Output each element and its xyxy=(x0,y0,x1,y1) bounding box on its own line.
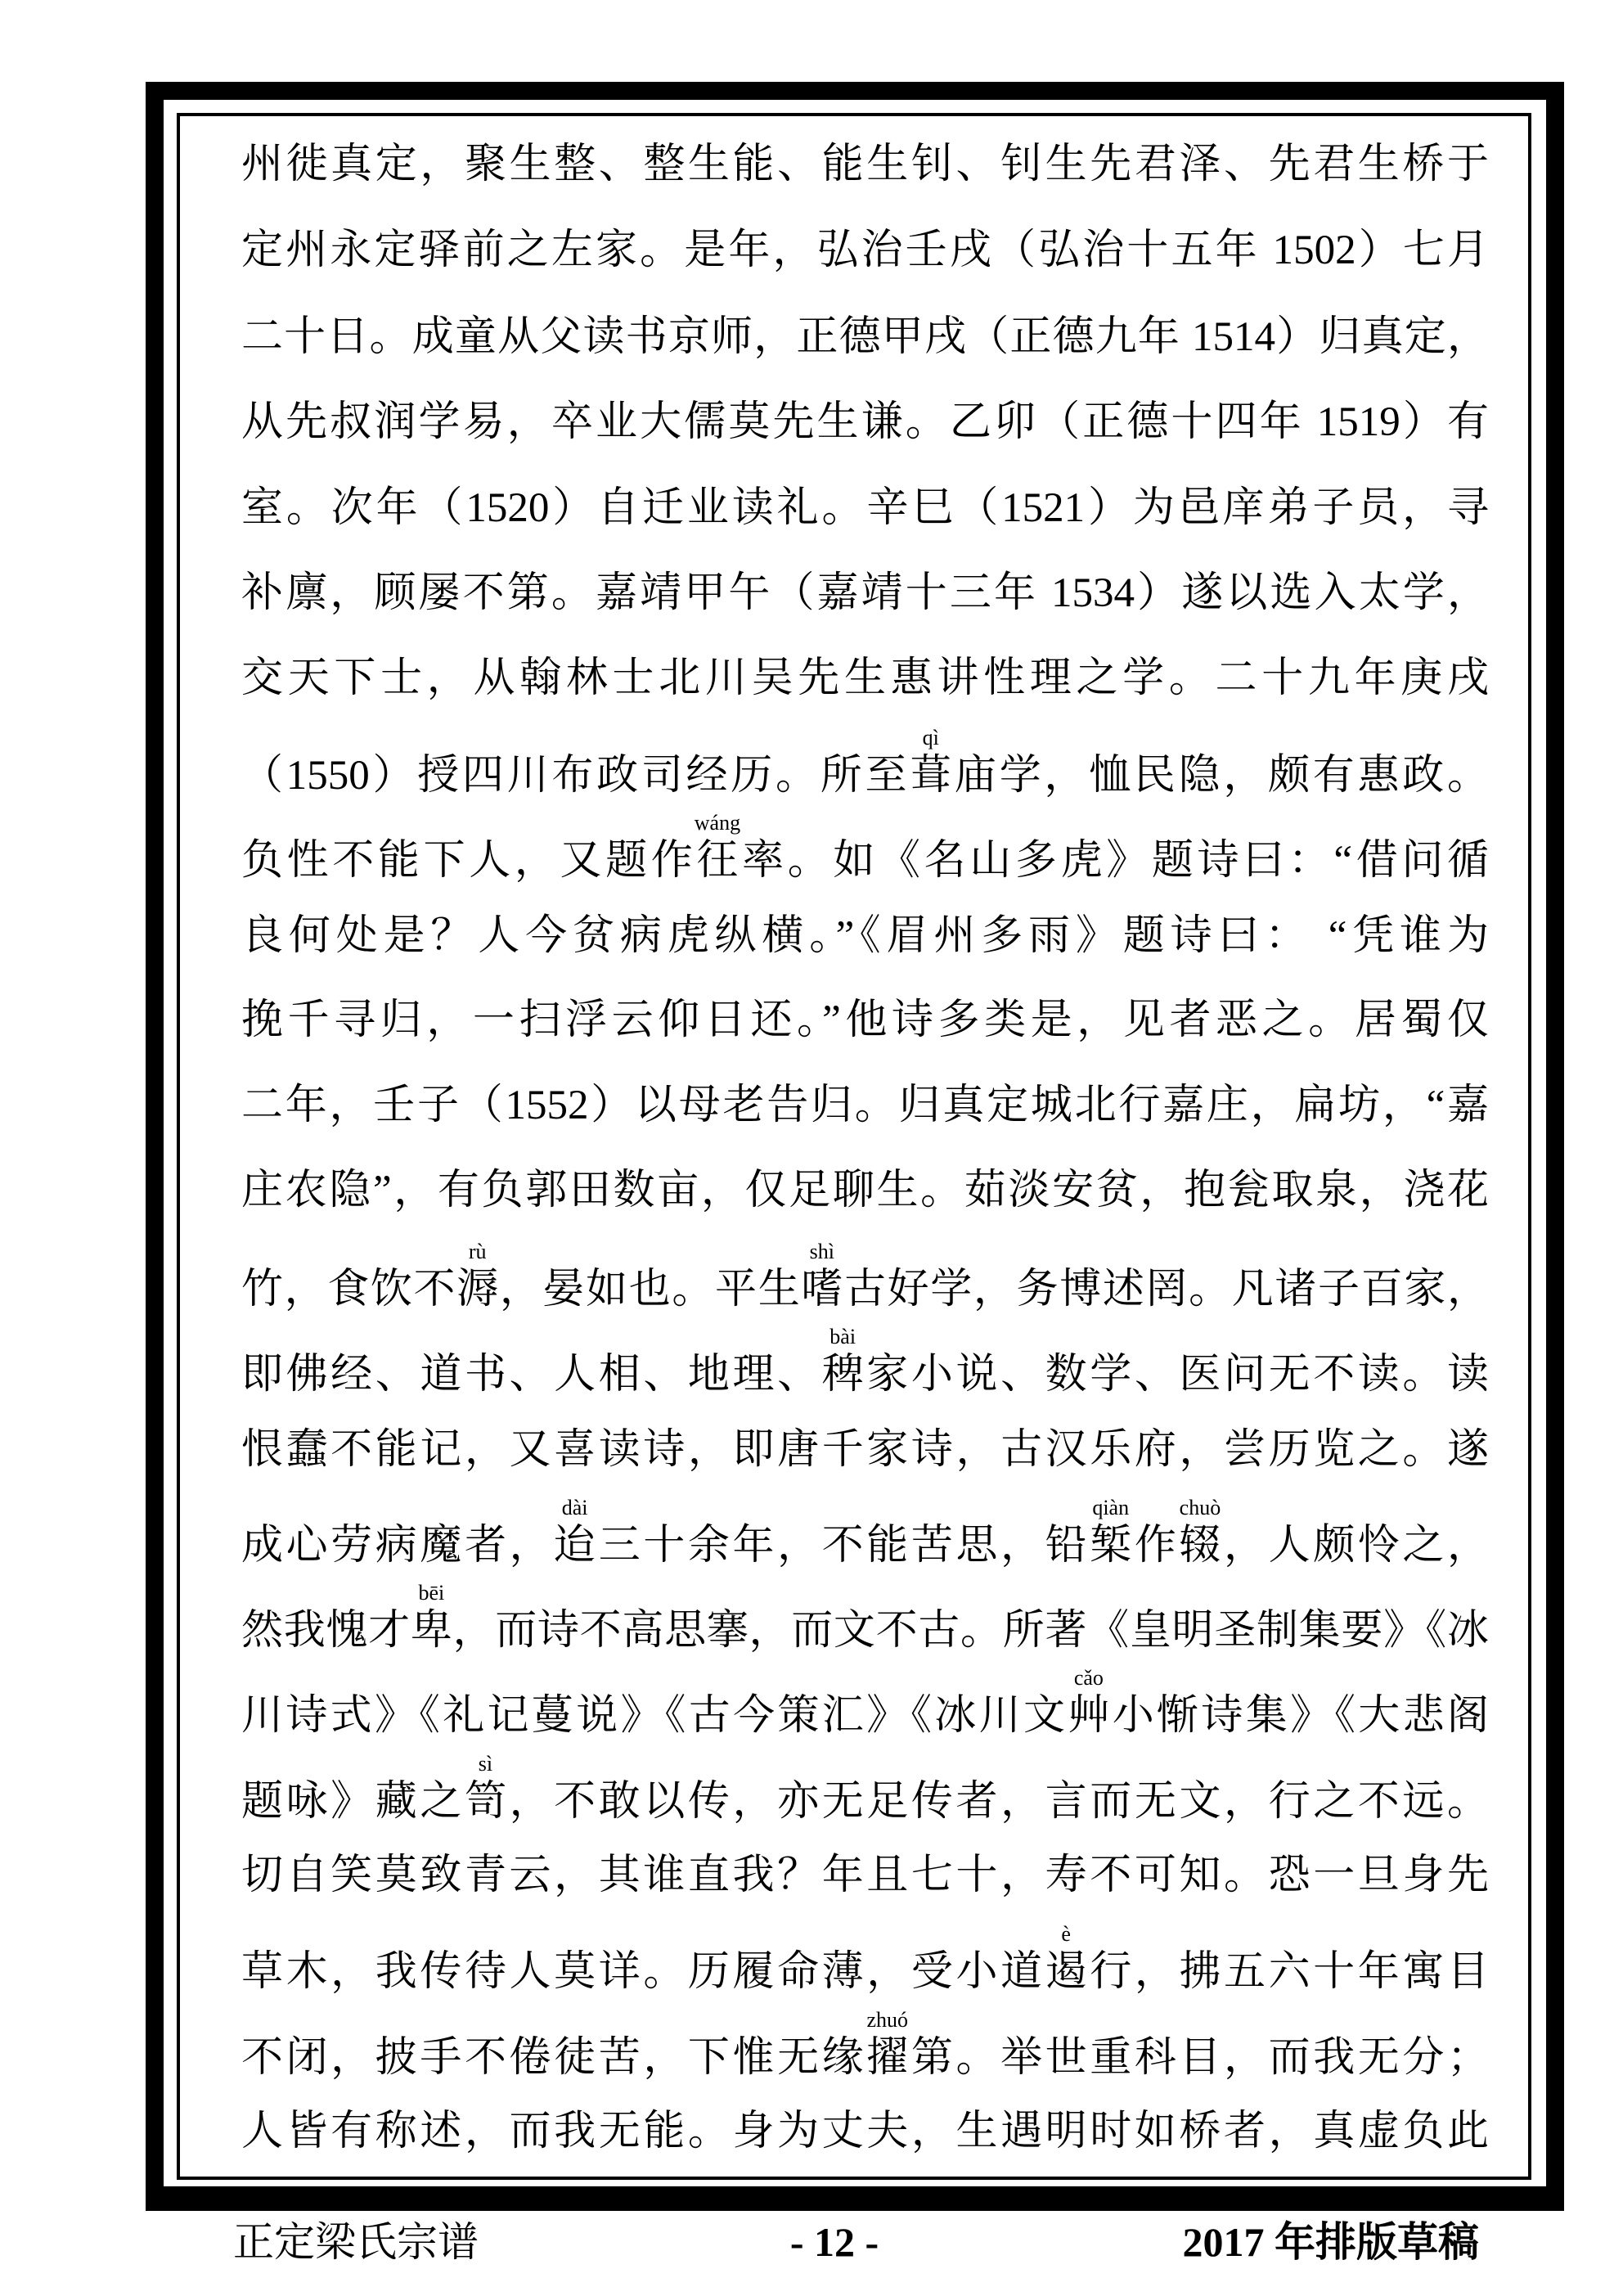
pinyin-annotation: qiàn xyxy=(1092,1496,1130,1519)
ruby-base: 嗜 xyxy=(801,1267,843,1312)
text-segment: ，不敢以传，亦无足传者，言而无文，行之不远。 xyxy=(506,1779,1489,1825)
text-segment: 三十余年，不能苦思，铅 xyxy=(596,1523,1090,1569)
pinyin-annotation: sì xyxy=(478,1752,493,1776)
pinyin-annotation: bēi xyxy=(418,1581,445,1605)
text-line xyxy=(241,1081,1489,1130)
text-line xyxy=(241,2008,1489,2082)
pinyin-annotation: dài xyxy=(561,1496,588,1519)
text-segment: 第。举世重科目，而我无分； xyxy=(908,2035,1489,2081)
text-segment: 补廪，顾屡不第。嘉靖甲午（嘉靖十三年 1534）遂以选入太学， xyxy=(241,570,1489,616)
text-line xyxy=(241,140,1489,189)
text-line xyxy=(241,1496,1489,1570)
ruby-base: 卑 xyxy=(410,1608,452,1654)
text-line xyxy=(241,1166,1489,1215)
text-line xyxy=(241,398,1489,447)
pinyin-annotation: cǎo xyxy=(1073,1666,1104,1690)
ruby-base: 溽 xyxy=(456,1267,499,1312)
text-segment: 小惭诗集》《大悲阁 xyxy=(1109,1693,1489,1739)
annotated-character xyxy=(821,1325,864,1399)
text-segment: 庄农隐”，有负郭田数亩，仅足聊生。茹淡安贫，抱瓮取泉，浇花 xyxy=(241,1168,1489,1213)
ruby-base: 稗 xyxy=(821,1352,864,1398)
text-segment: 作 xyxy=(1131,1523,1180,1569)
text-line xyxy=(241,1425,1489,1474)
pinyin-annotation: rù xyxy=(468,1240,487,1263)
text-segment: 家小说、数学、医问无不读。读 xyxy=(863,1352,1489,1398)
footer-draft-note: 2017 年排版草稿 xyxy=(1182,2219,1479,2265)
annotated-character xyxy=(801,1240,843,1314)
annotated-character xyxy=(1045,1922,1087,1997)
pinyin-annotation: bài xyxy=(829,1325,856,1348)
text-line xyxy=(241,226,1489,275)
pinyin-annotation: qì xyxy=(922,726,939,750)
text-line xyxy=(241,1581,1489,1655)
text-segment: 恨蠢不能记，又喜读诗，即唐千家诗，古汉乐府，尝历览之。遂 xyxy=(241,1427,1489,1473)
annotated-character xyxy=(456,1240,499,1314)
annotated-character xyxy=(1090,1496,1132,1570)
text-segment: 室。次年（1520）自迁业读礼。辛巳（1521）为邑庠弟子员，寻 xyxy=(241,485,1489,531)
text-line xyxy=(241,569,1489,618)
text-line xyxy=(241,1851,1489,1900)
annotated-character xyxy=(410,1581,452,1655)
ruby-base: 笥 xyxy=(464,1779,506,1825)
text-segment: 挽千寻归，一扫浮云仰日还。”他诗多类是，见者恶之。居蜀仅 xyxy=(241,997,1489,1043)
text-segment: 即佛经、道书、人相、地理、 xyxy=(241,1352,822,1398)
text-segment: ，人颇怜之， xyxy=(1221,1523,1489,1569)
text-segment: 川诗式》《礼记蔓说》《古今策汇》《冰川文 xyxy=(241,1693,1068,1739)
text-segment: 负性不能下人，又题作 xyxy=(241,838,697,884)
text-segment: （1550）授四川布政司经历。所至 xyxy=(241,753,910,799)
text-line xyxy=(241,811,1489,885)
annotated-character xyxy=(910,726,952,800)
annotated-character xyxy=(866,2008,909,2082)
text-line xyxy=(241,654,1489,703)
ruby-base: 遏 xyxy=(1045,1949,1087,1995)
text-segment: 率。如《名山多虎》题诗曰：“借问循 xyxy=(738,838,1489,884)
text-segment: 题咏》藏之 xyxy=(241,1779,465,1825)
annotated-character xyxy=(554,1496,596,1570)
text-segment: 然我愧才 xyxy=(241,1608,411,1654)
text-line xyxy=(241,1922,1489,1997)
text-segment: 交天下士，从翰林士北川吴先生惠讲性理之学。二十九年庚戌 xyxy=(241,655,1489,701)
text-segment: 二年，壬子（1552）以母老告归。归真定城北行嘉庄，扁坊，“嘉 xyxy=(241,1083,1489,1128)
text-segment: 古好学，务博述罔。凡诸子百家， xyxy=(843,1267,1489,1312)
footer-title: 正定梁氏宗谱 xyxy=(233,2219,479,2265)
text-line xyxy=(241,1325,1489,1399)
pinyin-annotation: wáng xyxy=(694,811,741,835)
ruby-base: 彺 xyxy=(696,838,739,884)
text-line xyxy=(241,912,1489,961)
text-line xyxy=(241,1666,1489,1740)
text-segment: 竹，食饮不 xyxy=(241,1267,457,1312)
text-segment: 州徙真定，聚生整、整生能、能生钊、钊生先君泽、先君生桥于 xyxy=(241,142,1489,187)
ruby-base: 辍 xyxy=(1179,1523,1221,1569)
text-line xyxy=(241,1752,1489,1826)
pinyin-annotation: shì xyxy=(809,1240,835,1263)
text-segment: 良何处是？人今贫病虎纵横。”《眉州多雨》题诗曰： “凭谁为 xyxy=(241,913,1489,959)
text-segment: 从先叔润学易，卒业大儒莫先生谦。乙卯（正德十四年 1519）有 xyxy=(241,399,1489,445)
text-line xyxy=(241,726,1489,800)
text-line xyxy=(241,1240,1489,1314)
text-line xyxy=(241,2107,1489,2156)
text-segment: 切自笑莫致青云，其谁直我？年且七十，寿不可知。恐一旦身先 xyxy=(241,1853,1489,1898)
pinyin-annotation: è xyxy=(1061,1922,1071,1946)
ruby-base: 擢 xyxy=(866,2035,909,2081)
annotated-character xyxy=(464,1752,506,1826)
text-segment: 庙学，恤民隐，颇有惠政。 xyxy=(951,753,1489,799)
annotated-character xyxy=(694,811,741,885)
ruby-base: 葺 xyxy=(910,753,952,799)
pinyin-annotation: chuò xyxy=(1179,1496,1221,1519)
pinyin-annotation: zhuó xyxy=(866,2008,909,2032)
page-number: - 12 - xyxy=(789,2219,879,2265)
text-segment: 行，拂五六十年寓目 xyxy=(1086,1949,1489,1995)
text-segment: 成心劳病魔者， xyxy=(241,1523,555,1569)
ruby-base: 椠 xyxy=(1090,1523,1132,1569)
annotated-character xyxy=(1068,1666,1110,1740)
text-line xyxy=(241,484,1489,533)
text-segment: 人皆有称述，而我无能。身为丈夫，生遇明时如桥者，真虚负此 xyxy=(241,2109,1489,2154)
ruby-base: 艸 xyxy=(1068,1693,1110,1739)
text-segment: ，晏如也。平生 xyxy=(498,1267,802,1312)
text-segment: 定州永定驿前之左家。是年，弘治壬戌（弘治十五年 1502）七月 xyxy=(241,227,1489,273)
text-line xyxy=(241,996,1489,1045)
text-segment: ，而诗不高思搴，而文不古。所著《皇明圣制集要》《冰 xyxy=(452,1608,1489,1654)
text-segment: 不闭，披手不倦徒苦，下惟无缘 xyxy=(241,2035,867,2081)
text-segment: 草木，我传待人莫详。历履命薄，受小道 xyxy=(241,1949,1045,1995)
text-line xyxy=(241,313,1489,362)
text-segment: 二十日。成童从父读书京师，正德甲戌（正德九年 1514）归真定， xyxy=(241,314,1489,360)
annotated-character xyxy=(1179,1496,1221,1570)
ruby-base: 迨 xyxy=(554,1523,596,1569)
